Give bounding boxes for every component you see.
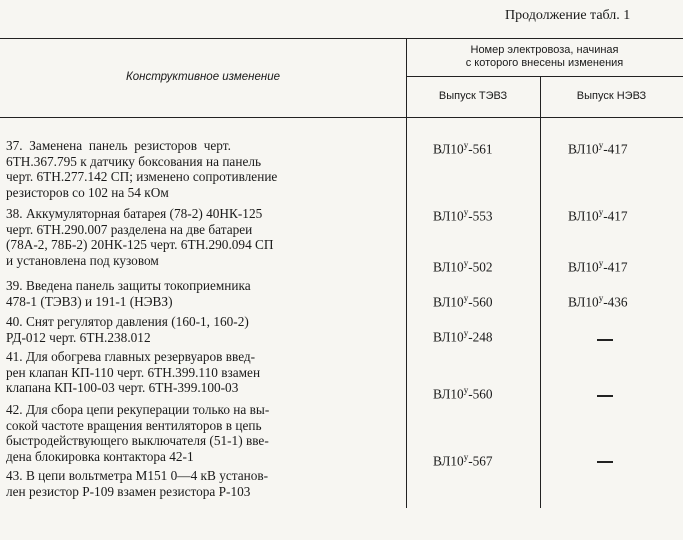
- row-line: рен клапан КП-110 черт. 6ТН.399.110 взамен: [6, 364, 261, 380]
- row-37-nevz: $ВЛ10^у-417$: [568, 140, 628, 157]
- row-38-tevz: $ВЛ10^у-553$: [433, 207, 493, 224]
- header-bottom-border: [0, 117, 683, 118]
- row-line: (78А-2, 78Б-2) 20НК-125 черт. 6ТН.290.094 СП: [6, 237, 274, 253]
- row-39-tevz: $ВЛ10^у-560$: [433, 293, 493, 310]
- column-divider-2: [540, 76, 541, 508]
- header-number-group-line1: Номер электровоза, начиная: [470, 44, 619, 56]
- row-line: дена блокировка контактора 42-1: [6, 448, 194, 464]
- row-37-tevz: $ВЛ10^у-561$: [433, 140, 493, 157]
- row-42-nevz-dash: [597, 461, 613, 463]
- header-number-group-line2: с которого внесены изменения: [465, 57, 624, 69]
- row-line: лен резистор Р-109 взамен резистора Р-103: [6, 483, 251, 499]
- row-41-nevz-dash: [597, 395, 613, 397]
- row-40-tevz: $ВЛ10^у-248$: [433, 328, 493, 345]
- row-line: 6ТН.367.795 к датчику боксования на панель: [6, 153, 262, 169]
- row-line: 40. Снят регулятор давления (160-1, 160-2): [6, 314, 249, 329]
- row-line: 42. Для сбора цепи рекуперации только на вы-: [6, 402, 270, 417]
- row-line: РД-012 черт. 6ТН.238.012: [6, 329, 151, 345]
- table-row-43-text: [6, 468, 404, 499]
- row-line: 39. Введена панель защиты токоприемника: [6, 278, 251, 293]
- row-line: 43. В цепи вольтметра М151 0—4 кВ установ-: [6, 468, 269, 483]
- header-col-tevz: Выпуск ТЭВЗ: [438, 90, 508, 102]
- table-row-42-text: [6, 402, 404, 464]
- column-divider-1: [406, 38, 407, 508]
- row-41-tevz: $ВЛ10^у-560$: [433, 385, 493, 402]
- row-line: сокой частоте вращения вентиляторов в цепь: [6, 417, 262, 433]
- header-change-col: Конструктивное изменение: [125, 71, 281, 83]
- table-top-border: [0, 38, 683, 39]
- table-caption: Продолжение табл. 1: [505, 8, 631, 23]
- header-col-nevz: Выпуск НЭВЗ: [576, 90, 647, 102]
- row-line: быстродействующего выключателя (51-1) вве-: [6, 433, 269, 449]
- table-row-40-text: [6, 314, 404, 345]
- row-line: 478-1 (ТЭВЗ) и 191-1 (НЭВЗ): [6, 293, 173, 309]
- table-row-38-text: [6, 206, 404, 268]
- row-line: клапана КП-100-03 черт. 6ТН-399.100-03: [6, 380, 239, 396]
- row-40-nevz-dash: [597, 339, 613, 341]
- row-42-tevz: $ВЛ10^у-567$: [433, 452, 493, 469]
- row-38-nevz-2: $ВЛ10^у-417$: [568, 258, 628, 275]
- row-line: и установлена под кузовом: [6, 252, 159, 268]
- table-row-41-text: [6, 349, 404, 396]
- row-38-tevz-2: $ВЛ10^у-502$: [433, 258, 493, 275]
- row-line: 38. Аккумуляторная батарея (78-2) 40НК-125: [6, 206, 263, 221]
- row-39-nevz: $ВЛ10^у-436$: [568, 293, 628, 310]
- row-line: 37. Заменена панель резисторов черт.: [6, 138, 231, 153]
- row-38-nevz: $ВЛ10^у-417$: [568, 207, 628, 224]
- row-line: резисторов со 102 на 54 кОм: [6, 184, 169, 200]
- row-line: черт. 6ТН.277.142 СП; изменено сопротивление: [6, 169, 278, 185]
- row-line: черт. 6ТН.290.007 разделена на две батареи: [6, 221, 253, 237]
- header-subgroup-divider: [406, 76, 683, 77]
- table-row-39-text: [6, 278, 404, 309]
- table-row-37-text: [6, 138, 404, 200]
- row-line: 41. Для обогрева главных резервуаров введ-: [6, 349, 256, 364]
